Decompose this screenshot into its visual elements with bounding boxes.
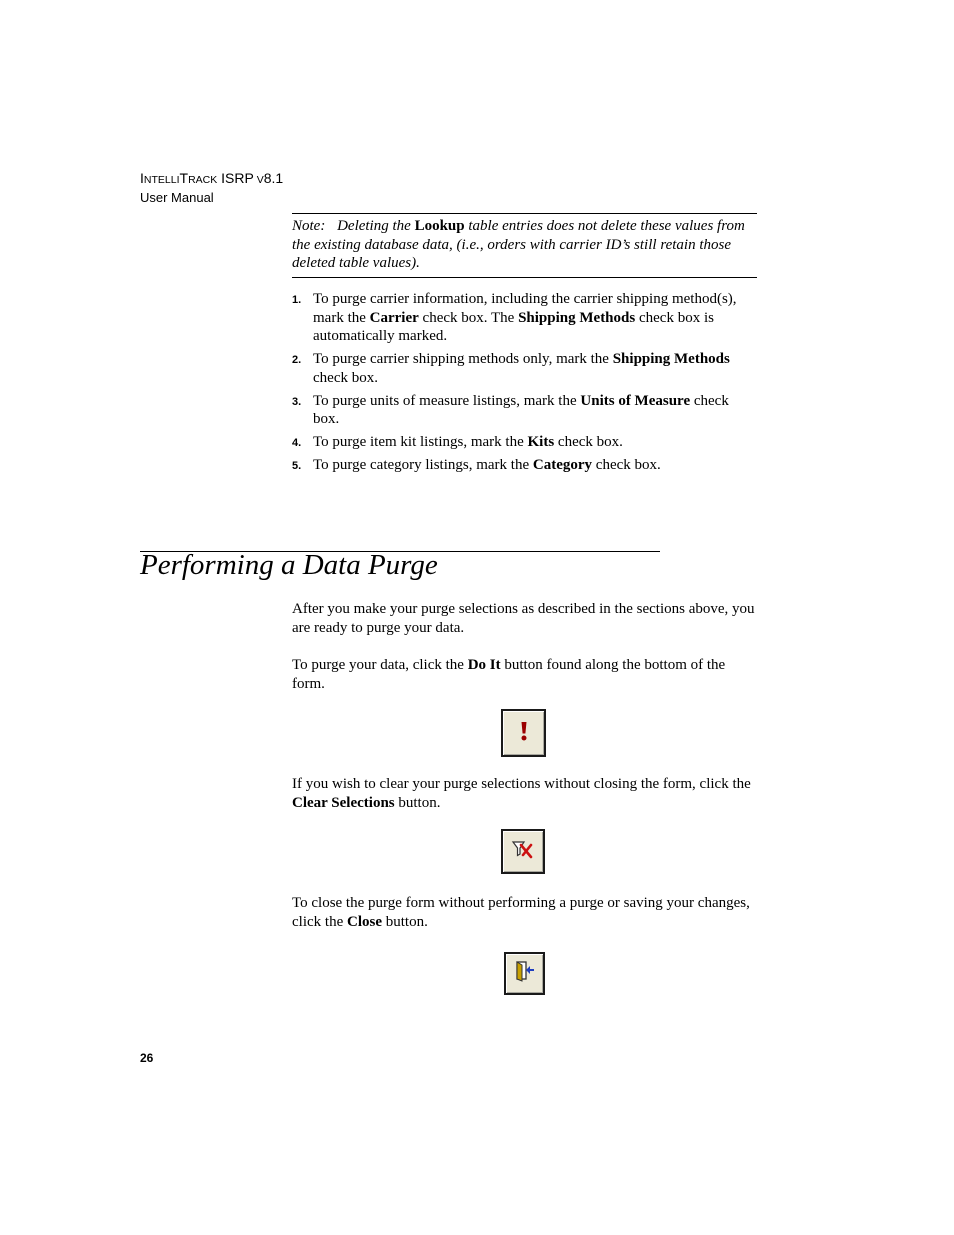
section-heading: Performing a Data Purge: [140, 549, 438, 581]
step-text: To purge units of measure listings, mark the: [313, 392, 581, 409]
product-name: ISRP: [217, 170, 254, 186]
clear-paragraph: [292, 775, 757, 813]
close-button[interactable]: [504, 952, 545, 995]
step-text: To purge carrier information, including the carrier shipping method(s), mark the: [313, 291, 737, 326]
list-item: [292, 350, 757, 387]
step-text: To purge item kit listings, mark the: [313, 434, 528, 450]
para-text: button.: [394, 795, 441, 811]
para-bold: Clear Selections: [292, 795, 395, 811]
note-text-2: table entries does not delete these values from the existing database data, (i.e., orders with carrier ID’s still retain those deleted table values).: [292, 218, 745, 272]
step-number: 3.: [292, 395, 302, 408]
step-bold: Shipping Methods: [518, 309, 636, 326]
note-label: Note:: [292, 218, 326, 234]
step-number: 4.: [292, 437, 302, 449]
note-text-1: Deleting the: [337, 218, 411, 234]
step-text: check box is automatically marked.: [313, 309, 714, 344]
list-item: [292, 392, 757, 429]
brand-small-1: NTELLI: [143, 174, 180, 186]
para-text: button found along the bottom of the form.: [292, 657, 726, 692]
list-item: [292, 433, 757, 452]
version-prefix: V: [253, 174, 264, 186]
list-item: [292, 456, 757, 475]
step-text: check box.: [313, 369, 378, 386]
exit-door-icon: [513, 960, 537, 987]
step-bold: Category: [532, 457, 593, 473]
page-number: 26: [140, 1051, 154, 1065]
do-it-button[interactable]: [501, 709, 546, 757]
note-bold-lookup: Lookup: [414, 218, 465, 234]
para-text: To purge your data, click the: [292, 657, 468, 673]
do-it-paragraph: [292, 656, 757, 694]
product-title: [140, 170, 283, 189]
step-text: To purge carrier shipping methods only, mark the: [313, 351, 613, 367]
brand-initial-t: T: [179, 170, 189, 186]
step-bold: Units of Measure: [580, 392, 691, 409]
para-text: To close the purge form without performing a purge or saving your changes, click the: [292, 895, 750, 930]
version-number: 8.1: [263, 170, 284, 186]
running-header: [140, 170, 283, 206]
step-text: check box.: [313, 392, 729, 427]
step-bold: Shipping Methods: [612, 351, 730, 367]
para-bold: Do It: [467, 657, 501, 673]
step-text: check box.: [592, 457, 661, 473]
manual-subtitle: User Manual: [140, 190, 214, 205]
close-paragraph: [292, 894, 757, 932]
para-bold: Close: [346, 914, 382, 930]
step-number: 5.: [292, 460, 302, 472]
exclamation-icon: [517, 720, 531, 747]
para-text: If you wish to clear your purge selections without closing the form, click the: [292, 776, 751, 792]
brand-small-2: RACK: [188, 174, 218, 186]
step-bold: Kits: [527, 434, 555, 450]
step-text: To purge category listings, mark the: [313, 457, 533, 473]
list-item: [292, 290, 757, 346]
step-text: check box.: [554, 434, 623, 450]
step-number: 2.: [292, 354, 302, 366]
step-text: check box. The: [418, 309, 519, 326]
clear-filter-icon: [511, 838, 535, 865]
purge-steps-list: [292, 290, 757, 479]
intro-paragraph: After you make your purge selections as described in the sections above, you are ready to purge your data.: [292, 601, 755, 636]
note-box: [292, 213, 757, 278]
step-number: 1.: [292, 294, 302, 306]
para-text: button.: [381, 914, 428, 930]
step-bold: Carrier: [369, 309, 419, 326]
brand-initial-i: I: [140, 170, 144, 186]
clear-selections-button[interactable]: [501, 829, 545, 874]
